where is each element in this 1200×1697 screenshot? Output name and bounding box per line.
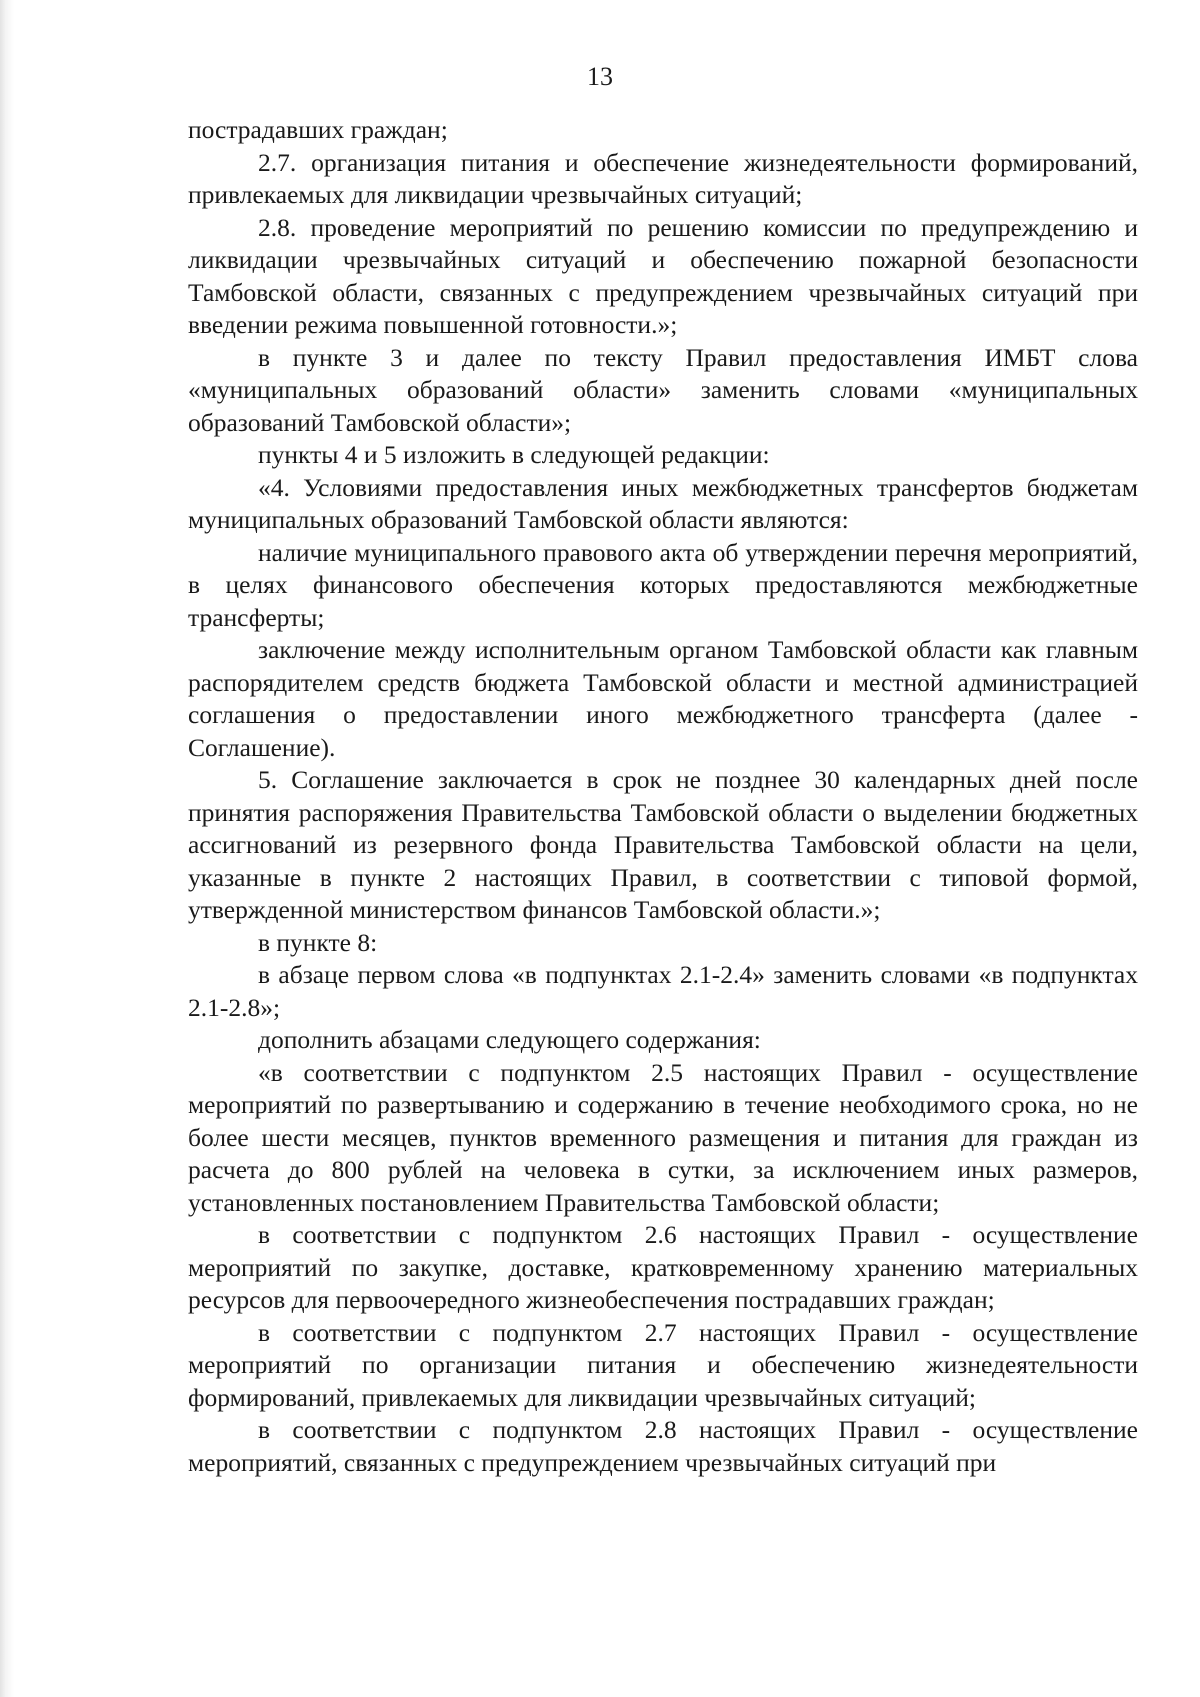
paragraph: в соответствии с подпунктом 2.6 настоящих Правил - осуществление мероприятий по закупке, доставке, кратковременному хранению материальных ресурсов для первоочередного жизнеобеспечения пострадавших граждан;: [188, 1220, 1138, 1314]
paragraph: в абзаце первом слова «в подпунктах 2.1-2.4» заменить словами «в подпунктах 2.1-2.8»;: [188, 960, 1138, 1022]
paragraph: в пункте 8:: [258, 927, 378, 957]
paragraph: в соответствии с подпунктом 2.7 настоящих Правил - осуществление мероприятий по организации питания и обеспечению жизнедеятельности формирований, привлекаемых для ликвидации чрезвычайных ситуаций;: [188, 1317, 1138, 1412]
paragraph: дополнить абзацами следующего содержания:: [258, 1025, 761, 1054]
scan-edge-shadow: [0, 0, 14, 1697]
paragraph: в пункте 3 и далее по тексту Правил предоставления ИМБТ слова «муниципальных образований области» заменить словами «муниципальных образований Тамбовской области»;: [188, 342, 1138, 437]
paragraph: пострадавших граждан;: [188, 115, 448, 144]
paragraph: заключение между исполнительным органом Тамбовской области как главным распорядителем средств бюджета Тамбовской области и местной администрацией соглашения о предоставлении иного межбюджетного трансферта (далее - Соглашение).: [188, 635, 1138, 762]
paragraph: пункты 4 и 5 изложить в следующей редакции:: [258, 440, 770, 469]
paragraph: 5. Соглашение заключается в срок не позднее 30 календарных дней после принятия распоряжения Правительства Тамбовской области о выделении бюджетных ассигнований из резервного фонда Правительства Тамбовской области на цели, указанные в пункте 2 настоящих Правил, в соответствии с типовой формой, утвержденной министерством финансов Тамбовской области.»;: [188, 765, 1138, 924]
paragraph: в соответствии с подпунктом 2.8 настоящих Правил - осуществление мероприятий, связанных с предупреждением чрезвычайных ситуаций при: [188, 1415, 1138, 1477]
document-body: [188, 114, 1138, 1479]
paragraph: «в соответствии с подпунктом 2.5 настоящих Правил - осуществление мероприятий по развертыванию и содержанию в течение необходимого срока, но не более шести месяцев, пунктов временного размещения и питания для граждан из расчета до 800 рублей на человека в сутки, за исключением иных размеров, установленных постановлением Правительства Тамбовской области;: [188, 1057, 1138, 1217]
paragraph: наличие муниципального правового акта об утверждении перечня мероприятий, в целях финансового обеспечения которых предоставляются межбюджетные трансферты;: [188, 537, 1138, 632]
paragraph: 2.8. проведение мероприятий по решению комиссии по предупреждению и ликвидации чрезвычайных ситуаций и обеспечению пожарной безопасности Тамбовской области, связанных с предупреждением чрезвычайных ситуаций при введении режима повышенной готовности.»;: [188, 212, 1138, 339]
paragraph: 2.7. организация питания и обеспечение жизнедеятельности формирований, привлекаемых для ликвидации чрезвычайных ситуаций;: [188, 147, 1138, 209]
paragraph: «4. Условиями предоставления иных межбюджетных трансфертов бюджетам муниципальных образований Тамбовской области являются:: [188, 472, 1138, 534]
page-number: 13: [587, 62, 613, 91]
